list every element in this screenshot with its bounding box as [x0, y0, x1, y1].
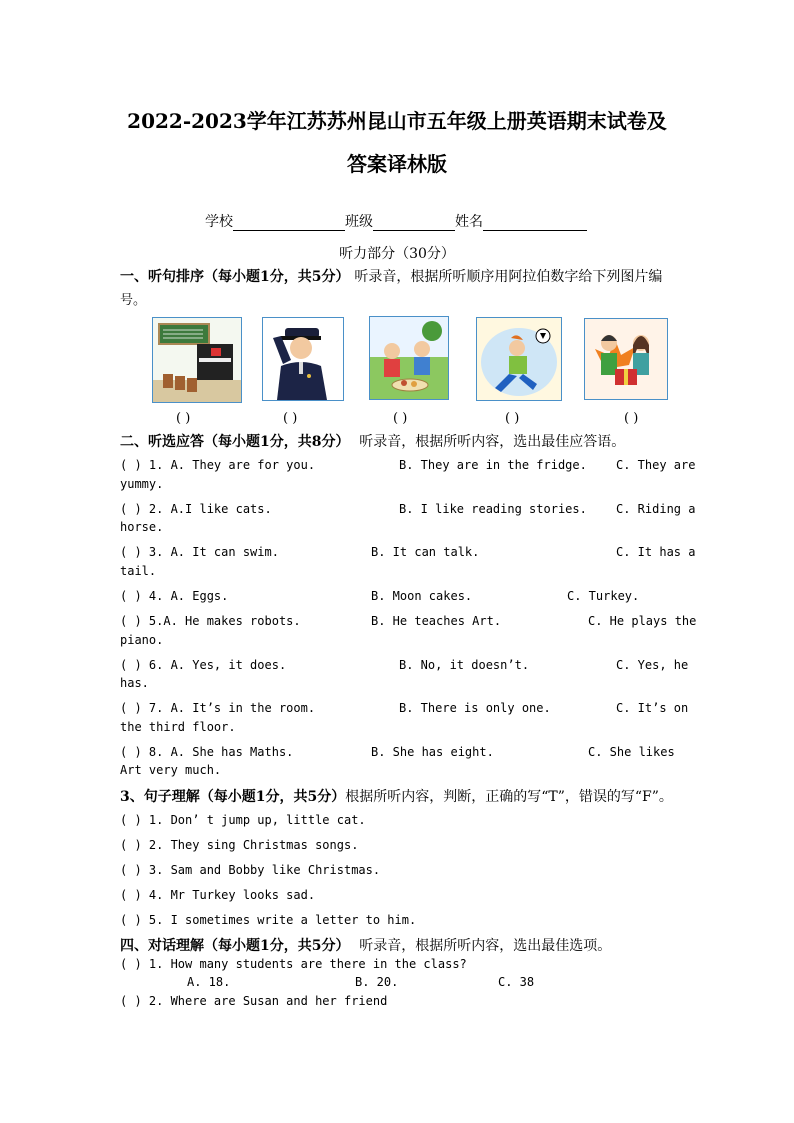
school-label: 学校 — [205, 214, 233, 230]
name-field[interactable] — [483, 216, 587, 231]
q4-1: ( ) 1. How many students are there in the class? — [120, 957, 467, 971]
q3-1: ( ) 1. Don’ t jump up, little cat. — [120, 813, 366, 827]
q2-2-c: C. Riding a — [616, 502, 696, 516]
section4-instruction: 听录音，根据所听内容，选出最佳选项。 — [359, 938, 612, 954]
q2-6-cont: has. — [120, 676, 149, 690]
school-field[interactable] — [233, 216, 345, 231]
q2-2-cont: horse. — [120, 520, 164, 534]
q2-5-a: ( ) 5.A. He makes robots. — [120, 614, 301, 628]
student-info — [205, 211, 587, 231]
picture-blank-2[interactable]: ( ) — [283, 411, 298, 426]
section3-title: 3、句子理解（每小题1分，共5分） — [120, 789, 346, 805]
q2-5-c: C. He plays the — [588, 614, 697, 628]
q3-2: ( ) 2. They sing Christmas songs. — [120, 838, 359, 852]
football-boys-icon — [476, 317, 562, 401]
q2-2-a: ( ) 2. A.I like cats. — [120, 502, 272, 516]
class-field[interactable] — [373, 216, 455, 231]
picture-blank-5[interactable]: ( ) — [624, 411, 639, 426]
q2-1-a: ( ) 1. A. They are for you. — [120, 458, 316, 472]
name-label: 姓名 — [455, 214, 483, 230]
class-label: 班级 — [345, 214, 373, 230]
exam-title-line1: 2022-2023学年江苏苏州昆山市五年级上册英语期末试卷及 — [127, 109, 667, 133]
q2-8-b: B. She has eight. — [371, 745, 494, 759]
q4-2: ( ) 2. Where are Susan and her friend — [120, 994, 388, 1008]
picture-blank-4[interactable]: ( ) — [505, 411, 520, 426]
q2-5-cont: piano. — [120, 633, 164, 647]
q2-1-c: C. They are — [616, 458, 696, 472]
section4-title: 四、对话理解（每小题1分，共5分） — [120, 938, 350, 954]
picture-blank-1[interactable]: ( ) — [176, 411, 191, 426]
q2-1-b: B. They are in the fridge. — [399, 458, 587, 472]
q2-2-b: B. I like reading stories. — [399, 502, 587, 516]
section2-title: 二、听选应答（每小题1分，共8分） — [120, 434, 350, 450]
section4-heading — [120, 935, 611, 955]
picture-blank-3[interactable]: ( ) — [393, 411, 408, 426]
q2-6-a: ( ) 6. A. Yes, it does. — [120, 658, 287, 672]
section1-instruction: 听录音，根据所听顺序用阿拉伯数字给下列图片编 — [354, 269, 663, 285]
q4-1-option-a: A. 18. — [187, 975, 231, 989]
q2-3-a: ( ) 3. A. It can swim. — [120, 545, 279, 559]
q2-1-cont: yummy. — [120, 477, 164, 491]
section2-heading — [120, 431, 625, 451]
section3-heading — [120, 786, 673, 806]
q2-3-c: C. It has a — [616, 545, 696, 559]
q3-3: ( ) 3. Sam and Bobby like Christmas. — [120, 863, 381, 877]
q4-1-option-b: B. 20. — [355, 975, 399, 989]
q2-8-a: ( ) 8. A. She has Maths. — [120, 745, 294, 759]
q2-4-b: B. Moon cakes. — [371, 589, 473, 603]
q2-5-b: B. He teaches Art. — [371, 614, 502, 628]
q3-4: ( ) 4. Mr Turkey looks sad. — [120, 888, 316, 902]
q2-7-a: ( ) 7. A. It’s in the room. — [120, 701, 316, 715]
q2-3-b: B. It can talk. — [371, 545, 480, 559]
q4-1-option-c: C. 38 — [498, 975, 535, 989]
q2-8-cont: Art very much. — [120, 763, 222, 777]
section3-instruction: 根据所听内容，判断，正确的写“T”，错误的写“F”。 — [345, 789, 673, 805]
q2-7-c: C. It’s on — [616, 701, 689, 715]
q2-6-b: B. No, it doesn’t. — [399, 658, 530, 672]
listening-part-label: 听力部分（30分） — [339, 246, 455, 262]
gift-girls-icon — [584, 318, 668, 400]
picnic-icon — [369, 316, 449, 400]
q2-6-c: C. Yes, he — [616, 658, 689, 672]
q2-4-a: ( ) 4. A. Eggs. — [120, 589, 229, 603]
section1-instruction-cont: 号。 — [120, 293, 147, 308]
section2-instruction: 听录音，根据所听内容，选出最佳应答语。 — [359, 434, 626, 450]
q2-3-cont: tail. — [120, 564, 157, 578]
q2-7-cont: the third floor. — [120, 720, 236, 734]
q2-8-c: C. She likes — [588, 745, 675, 759]
police-officer-icon — [262, 317, 344, 401]
q2-4-c: C. Turkey. — [567, 589, 640, 603]
q3-5: ( ) 5. I sometimes write a letter to him. — [120, 913, 417, 927]
section1-title: 一、听句排序（每小题1分，共5分） — [120, 269, 350, 285]
exam-title-line2: 答案译林版 — [347, 152, 447, 176]
section1-heading — [120, 266, 662, 286]
q2-7-b: B. There is only one. — [399, 701, 551, 715]
music-room-icon — [152, 317, 242, 403]
